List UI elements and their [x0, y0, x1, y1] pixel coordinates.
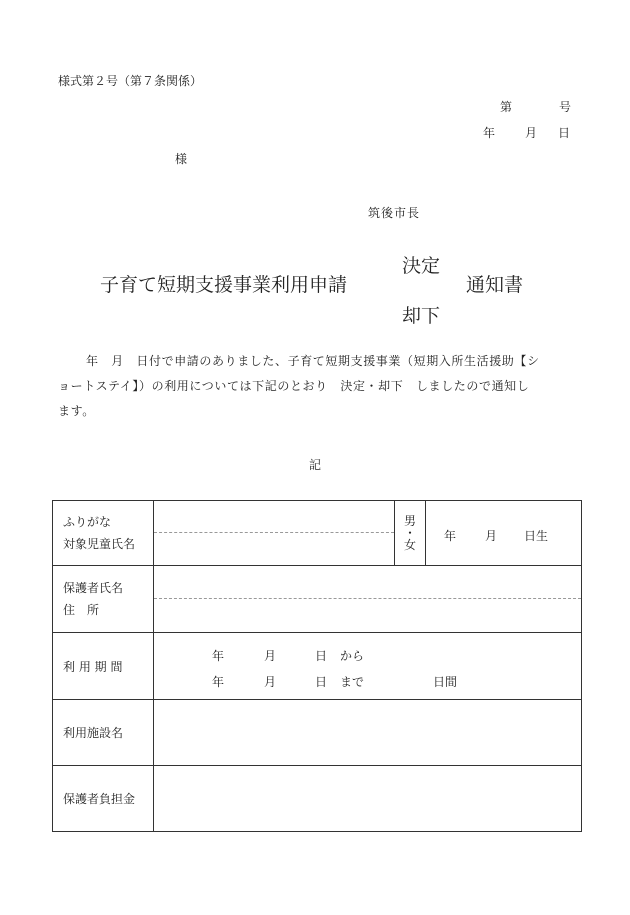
body-line-2: ョートステイ】）の利用については下記のとおり 決定・却下 しましたので通知し [58, 379, 530, 393]
address-input-area[interactable] [154, 599, 581, 632]
number-prefix: 第 [500, 100, 513, 114]
period-days-text: 日間 [433, 675, 458, 689]
birthdate-field[interactable] [426, 501, 582, 566]
period-from-text: から [340, 649, 365, 663]
address-label: 住 所 [63, 603, 100, 617]
title-main: 子育て短期支援事業利用申請 [100, 274, 348, 296]
period-to-year: 年 [212, 675, 225, 689]
period-until-text: まで [340, 675, 365, 689]
date-day: 日 [558, 126, 571, 140]
birth-year: 年 [444, 529, 457, 543]
period-from-month: 月 [264, 649, 277, 663]
issuer: 筑後市長 [368, 206, 421, 220]
sex-female: 女 [403, 538, 416, 552]
number-suffix: 号 [559, 100, 572, 114]
birth-month: 月 [485, 529, 498, 543]
period-to-day: 日 [315, 675, 328, 689]
child-name-input-area[interactable] [154, 533, 394, 565]
sex-field[interactable] [395, 501, 426, 566]
burden-field[interactable] [154, 766, 582, 832]
child-name-field[interactable] [154, 501, 395, 566]
ki-marker: 記 [309, 458, 322, 472]
burden-label: 保護者負担金 [53, 766, 154, 832]
guardian-field[interactable] [154, 566, 582, 633]
furigana-label: ふりがな [63, 515, 112, 529]
child-name-label-text: 対象児童氏名 [63, 537, 136, 551]
period-label: 利 用 期 間 [53, 633, 154, 700]
addressee-suffix: 様 [175, 152, 188, 166]
body-line-3: ます。 [58, 404, 95, 418]
guardian-name-label: 保護者氏名 [63, 581, 124, 595]
date-year: 年 [483, 126, 496, 140]
sex-separator: ・ [403, 526, 416, 540]
guardian-name-input-area[interactable] [154, 566, 581, 599]
child-name-label [53, 501, 154, 566]
body-line-1: 年 月 日付で申請のありました、子育て短期支援事業（短期入所生活援助【シ [86, 354, 540, 368]
title-option-reject: 却下 [402, 305, 441, 327]
birth-day-suffix: 日生 [524, 529, 549, 543]
sex-male: 男 [403, 514, 416, 528]
period-from-day: 日 [315, 649, 328, 663]
title-suffix: 通知書 [466, 274, 524, 296]
facility-label: 利用施設名 [53, 700, 154, 766]
furigana-input-area[interactable] [154, 501, 394, 533]
period-field[interactable] [154, 633, 582, 700]
period-from-year: 年 [212, 649, 225, 663]
notice-form-table [52, 500, 582, 832]
title-option-decide: 決定 [402, 255, 441, 277]
guardian-label [53, 566, 154, 633]
facility-field[interactable] [154, 700, 582, 766]
date-month: 月 [525, 126, 538, 140]
form-number: 様式第２号（第７条関係） [58, 74, 203, 88]
period-to-month: 月 [264, 675, 277, 689]
